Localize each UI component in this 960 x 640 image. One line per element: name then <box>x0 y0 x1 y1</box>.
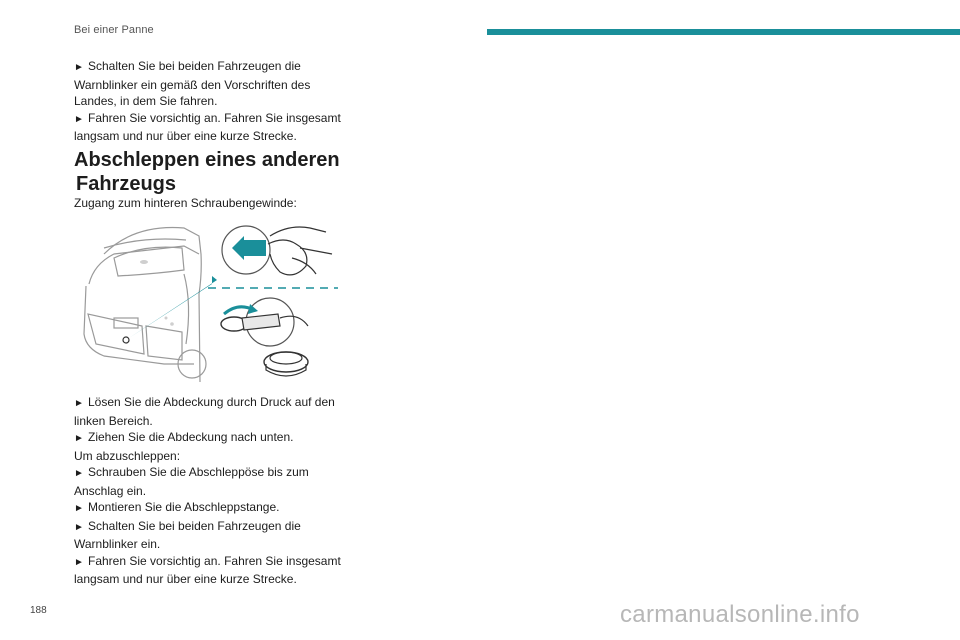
chapter-accent-bar <box>487 29 960 35</box>
arrow-bullet-icon: ► <box>74 556 84 568</box>
step-item <box>74 553 354 588</box>
step-label <box>74 448 354 465</box>
step-item <box>74 394 354 429</box>
arrow-bullet-icon: ► <box>74 468 84 479</box>
cover-press-detail <box>222 226 332 275</box>
step-text: Montieren Sie die Abschleppstange. <box>88 500 280 514</box>
step-item <box>74 518 354 553</box>
step-text: Lösen Sie die Abdeckung durch Druck auf den linken Bereich. <box>74 395 335 428</box>
section-heading <box>74 148 354 196</box>
screw-thread-marker <box>123 337 129 343</box>
arrow-bullet-icon: ► <box>74 62 84 73</box>
instruction-text: Fahren Sie vorsichtig an. Fahren Sie insgesamt langsam und nur über eine kurze Strecke. <box>74 110 341 143</box>
towing-figure-svg <box>74 214 340 386</box>
instruction-text: Schalten Sie bei beiden Fahrzeugen die Warnblinker ein gemäß den Vorschriften des Landes, in dem Sie fahren. <box>74 59 311 108</box>
chapter-title: Bei einer Panne <box>74 24 154 36</box>
steps-list <box>74 394 354 588</box>
site-watermark: carmanualsonline.info <box>620 601 860 628</box>
page-number: 188 <box>30 605 47 616</box>
instruction-item <box>74 58 354 110</box>
section-intro: Zugang zum hinteren Schraubengewinde: <box>74 196 297 210</box>
arrow-bullet-icon: ► <box>74 503 84 514</box>
step-item <box>74 464 354 499</box>
step-item <box>74 429 354 448</box>
step-text: Schalten Sie bei beiden Fahrzeugen die Warnblinker ein. <box>74 518 301 551</box>
section-heading-line2: Fahrzeugs <box>76 173 177 195</box>
step-text: Schrauben Sie die Abschleppöse bis zum Anschlag ein. <box>74 465 309 498</box>
arrow-bullet-icon: ► <box>74 521 84 533</box>
towing-eye-detail <box>221 298 308 376</box>
arrow-bullet-icon: ► <box>74 433 84 444</box>
step-subheading: Um abzuschleppen: <box>74 448 181 463</box>
towing-eye-illustration <box>74 214 340 386</box>
step-item <box>74 499 354 518</box>
arrow-bullet-icon: ► <box>74 398 84 409</box>
step-text: Ziehen Sie die Abdeckung nach unten. <box>88 430 294 444</box>
car-rear-icon <box>84 228 206 382</box>
top-instructions <box>74 58 354 145</box>
arrow-bullet-icon: ► <box>74 113 84 125</box>
section-heading-line1: Abschleppen eines anderen <box>74 149 340 171</box>
step-text: Fahren Sie vorsichtig an. Fahren Sie insgesamt langsam und nur über eine kurze Strecke. <box>74 553 341 586</box>
instruction-item <box>74 110 354 145</box>
